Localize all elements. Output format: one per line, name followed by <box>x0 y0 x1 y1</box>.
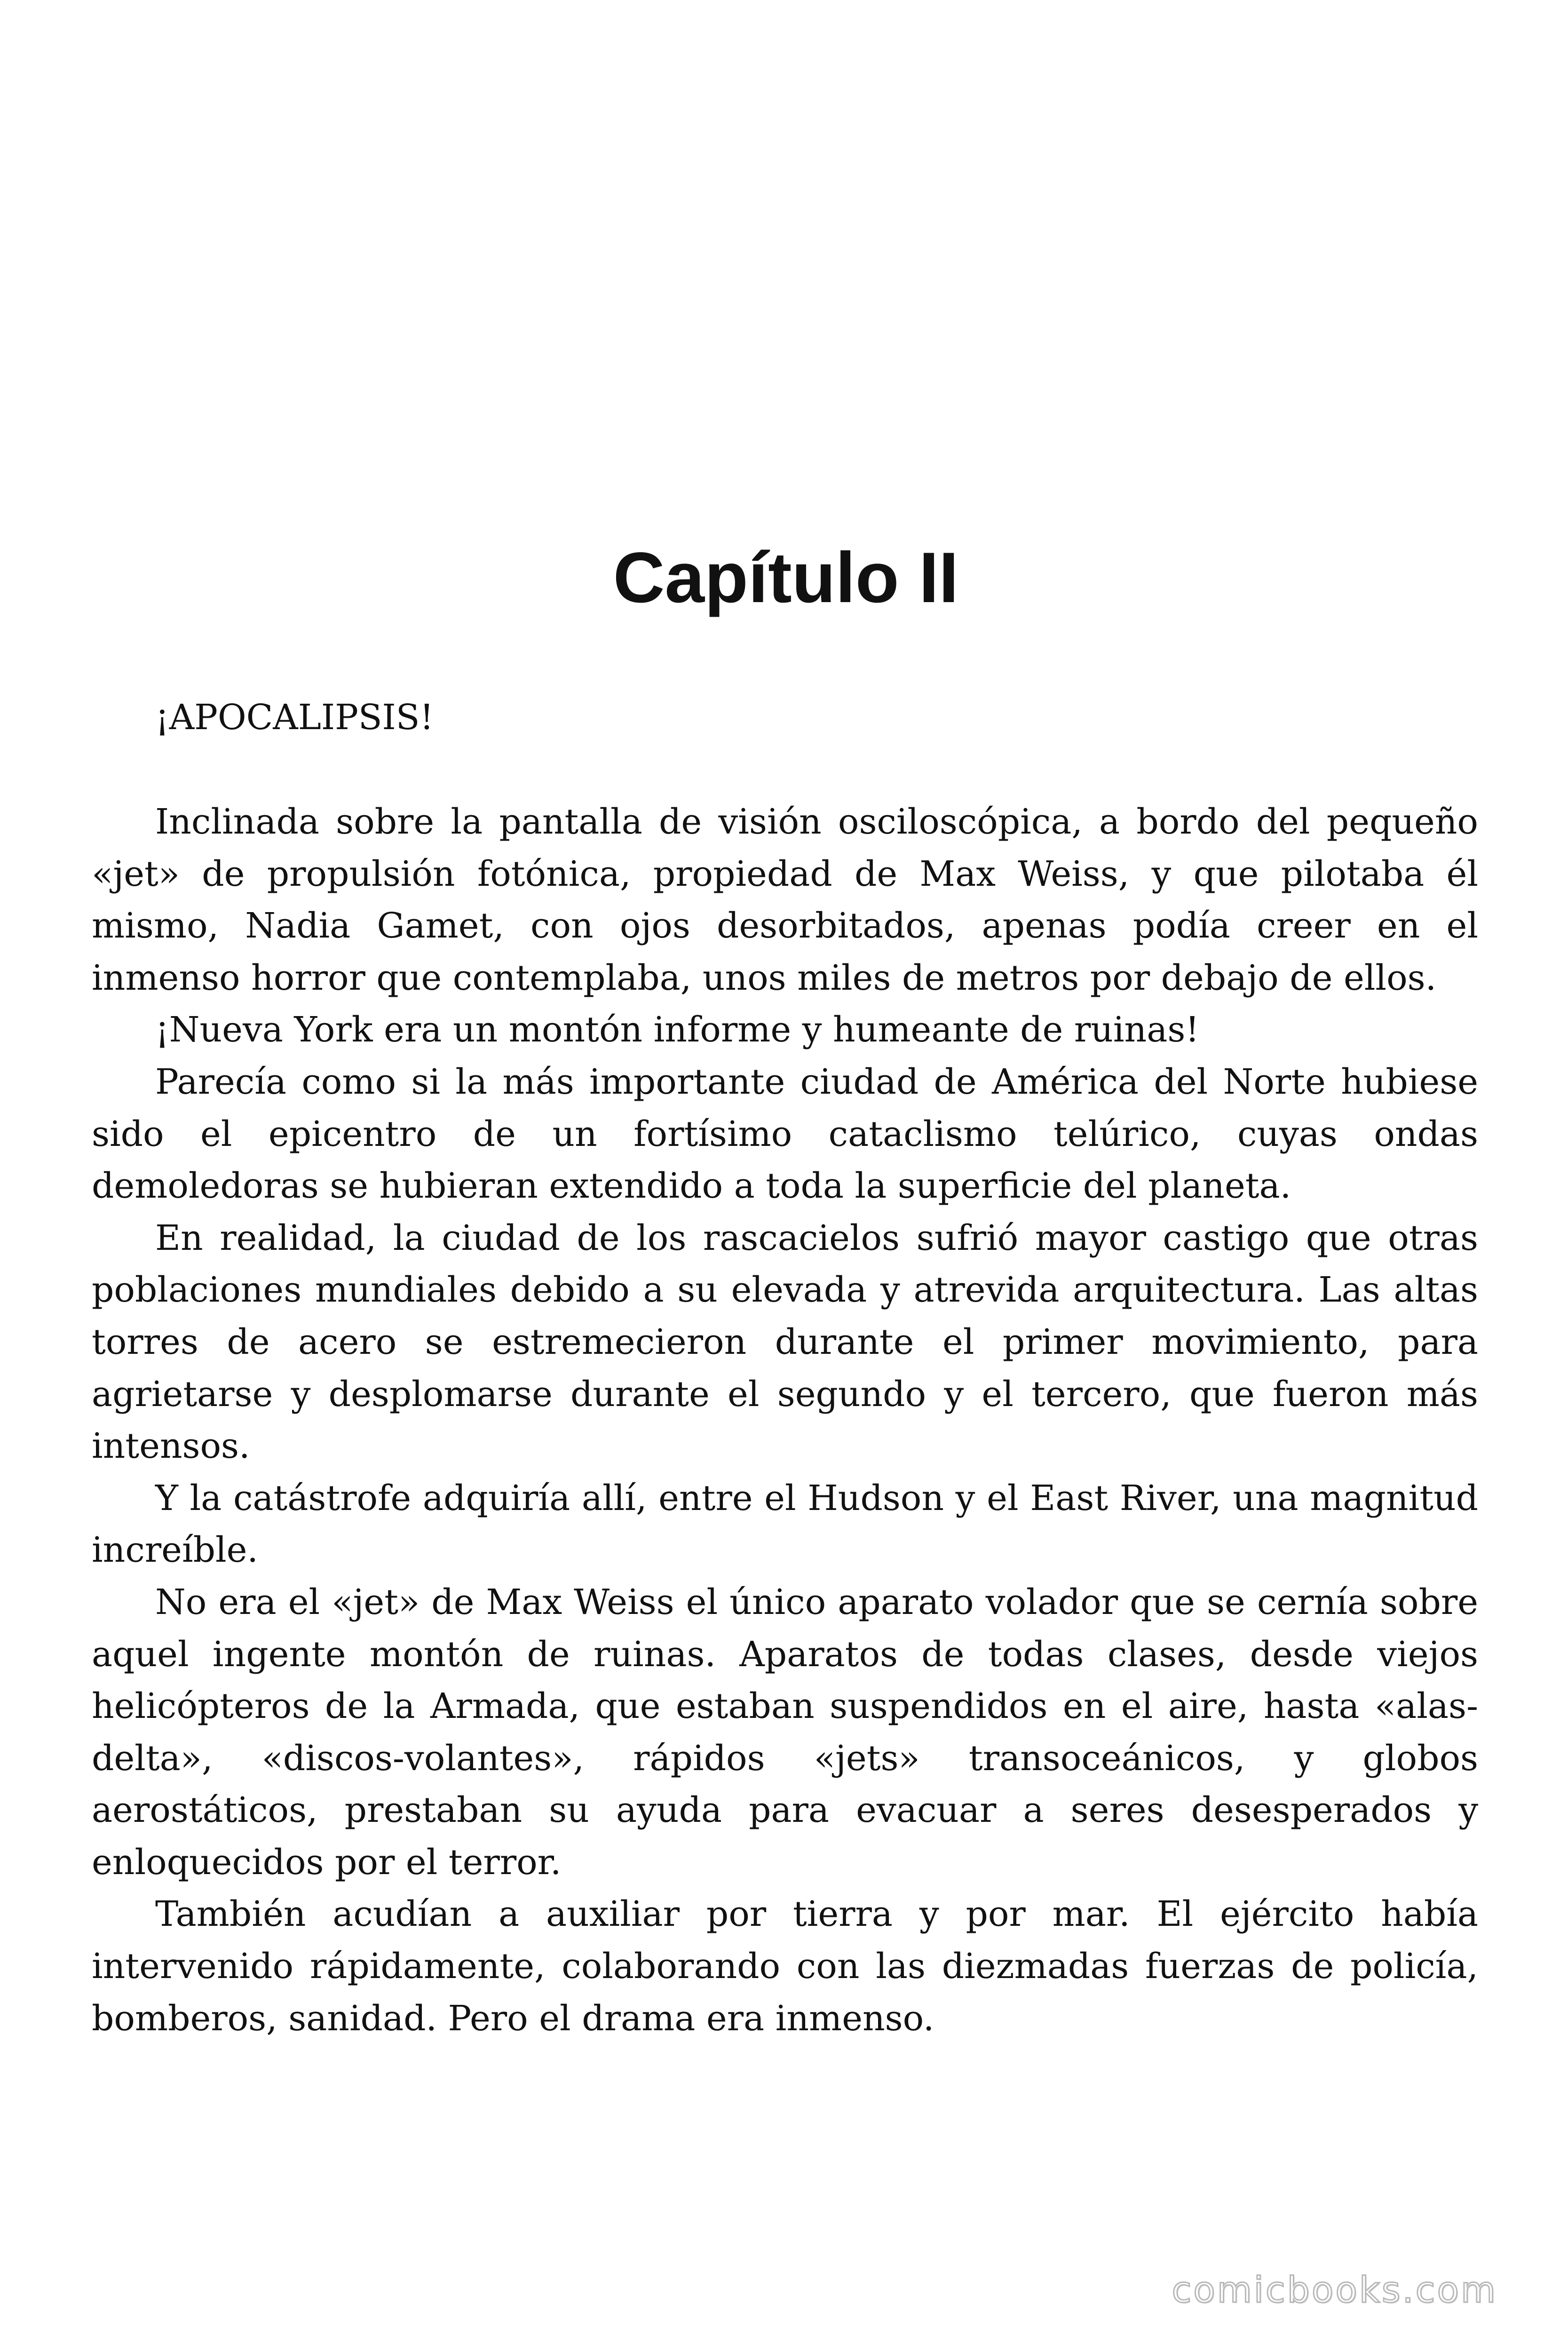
chapter-body <box>92 796 1478 2044</box>
watermark-logo: comicbooks.com <box>1172 2269 1497 2311</box>
paragraph: Inclinada sobre la pantalla de visión osciloscópica, a bordo del pequeño «jet» de propulsión fotónica, propiedad de Max Weiss, y que pilotaba él mismo, Nadia Gamet, con ojos desorbitados, apenas podía creer en el inmenso horror que contemplaba, unos miles de metros por debajo de ellos. <box>92 802 1478 998</box>
paragraph: Parecía como si la más importante ciudad de América del Norte hubiese sido el epicentro de un fortísimo cataclismo telúrico, cuyas ondas demoledoras se hubieran extendido a toda la superficie del planeta. <box>92 1061 1478 1207</box>
paragraph: No era el «jet» de Max Weiss el único aparato volador que se cernía sobre aquel ingente montón de ruinas. Aparatos de todas clases, desde viejos helicópteros de la Armada, que estaban suspendidos en el aire, hasta «alas-delta», «discos-volantes», rápidos «jets» transoceánicos, y globos aerostáticos, prestaban su ayuda para evacuar a seres desesperados y enloquecidos por el terror. <box>92 1581 1478 1883</box>
paragraph: Y la catástrofe adquiría allí, entre el Hudson y el East River, una magnitud increíble. <box>92 1478 1478 1571</box>
paragraph: ¡Nueva York era un montón informe y humeante de ruinas! <box>155 1009 1200 1050</box>
chapter-subtitle: ¡APOCALIPSIS! <box>155 697 434 738</box>
chapter-title-text: Capítulo II <box>613 538 959 618</box>
paragraph: También acudían a auxiliar por tierra y por mar. El ejército había intervenido rápidamente, colaborando con las diezmadas fuerzas de policía, bomberos, sanidad. Pero el drama era inmenso. <box>92 1894 1478 2039</box>
paragraph: En realidad, la ciudad de los rascacielos sufrió mayor castigo que otras poblaciones mundiales debido a su elevada y atrevida arquitectura. Las altas torres de acero se estremecieron durante el primer movimiento, para agrietarse y desplomarse durante el segundo y el tercero, que fueron más intensos. <box>92 1217 1478 1467</box>
chapter-title <box>0 531 1568 625</box>
